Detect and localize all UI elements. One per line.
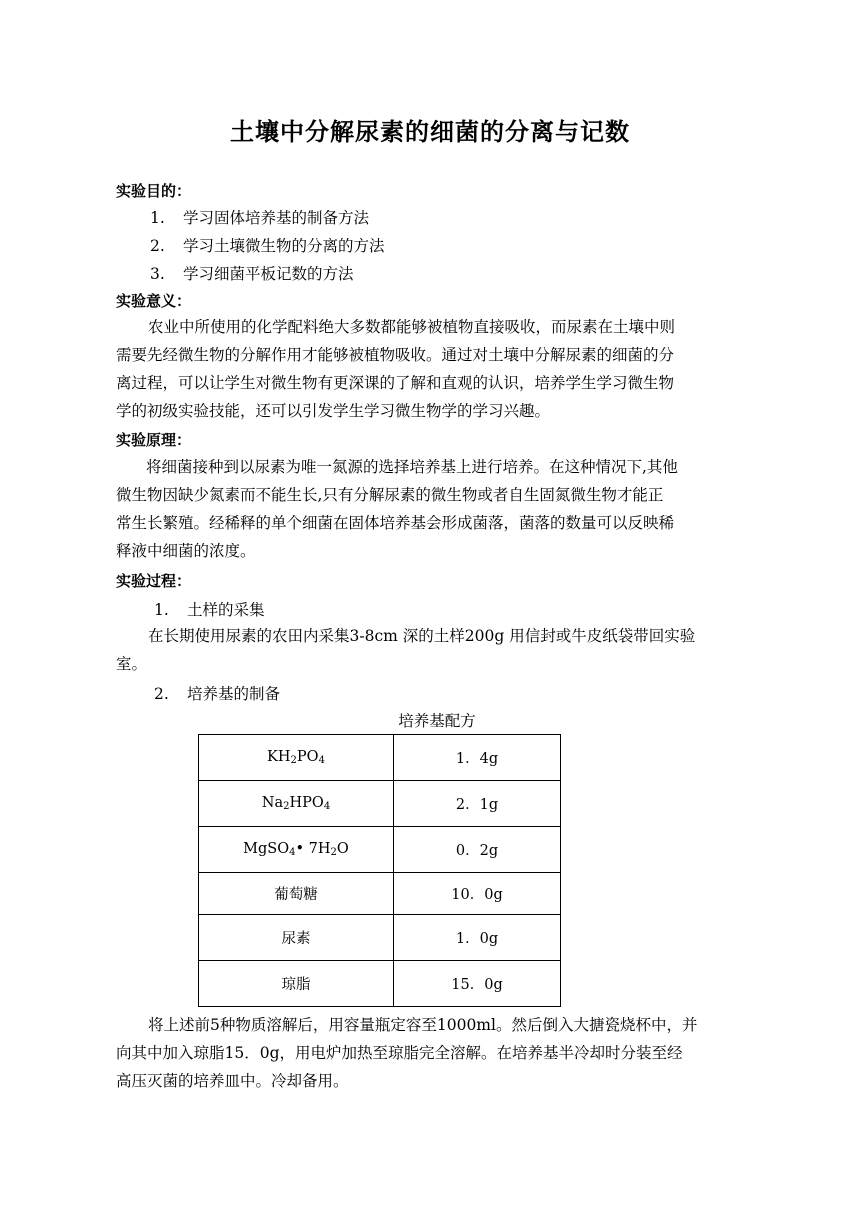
- subscript: 4: [318, 755, 325, 766]
- subscript: 4: [289, 847, 296, 858]
- principle-line: 常生长繁殖。经稀释的单个细菌在固体培养基会形成菌落，菌落的数量可以反映稀: [116, 514, 675, 532]
- ingredient-name-cell: [199, 781, 394, 827]
- process-after-line: 将上述前5种物质溶解后，用容量瓶定容至1000ml。然后倒入大搪瓷烧杯中，并: [148, 1016, 698, 1034]
- ingredient-name-text: 葡萄糖: [274, 887, 318, 903]
- process-step1-line: 室。: [116, 655, 148, 673]
- table-row: [199, 781, 561, 827]
- significance-line: 农业中所使用的化学配料绝大多数都能够被植物直接吸收，而尿素在土壤中则: [148, 318, 676, 336]
- process-step-number: 1.: [154, 601, 169, 619]
- table-row: [199, 735, 561, 781]
- principle-line: 释液中细菌的浓度。: [116, 542, 256, 560]
- process-step-text: 培养基的制备: [187, 685, 281, 703]
- purpose-item: [150, 262, 354, 284]
- purpose-item: [150, 206, 369, 228]
- ingredient-amount-cell: 0．2g: [394, 827, 561, 873]
- ingredient-amount-cell: 10．0g: [394, 873, 561, 915]
- ingredient-name-text: KH: [267, 749, 291, 765]
- process-after-line: 向其中加入琼脂15．0g，用电炉加热至琼脂完全溶解。在培养基半冷却时分装至经: [116, 1044, 683, 1062]
- subscript: 2: [283, 801, 290, 812]
- purpose-item-text: 学习细菌平板记数的方法: [183, 265, 354, 283]
- ingredient-name-text: 琼脂: [281, 977, 311, 993]
- ingredient-amount-cell: 1．0g: [394, 915, 561, 961]
- table-caption: 培养基配方: [398, 712, 476, 730]
- subscript: 2: [290, 755, 297, 766]
- process-step1-line: 在长期使用尿素的农田内采集3-8cm 深的土样200g 用信封或牛皮纸袋带回实验: [148, 627, 696, 645]
- ingredient-name-cell: [199, 735, 394, 781]
- table-row: [199, 915, 561, 961]
- ingredient-name-cell: [199, 873, 394, 915]
- significance-line: 离过程，可以让学生对微生物有更深课的了解和直观的认识，培养学生学习微生物: [116, 374, 675, 392]
- purpose-item-number: 1.: [150, 209, 165, 227]
- principle-heading: 实验原理：: [116, 431, 192, 449]
- significance-heading: 实验意义：: [116, 292, 192, 310]
- subscript: 2: [330, 847, 337, 858]
- ingredient-name-cell: [199, 961, 394, 1007]
- purpose-item-text: 学习固体培养基的制备方法: [183, 209, 370, 227]
- process-step: [154, 598, 265, 620]
- ingredient-name-text: O: [336, 841, 349, 857]
- table-row: [199, 961, 561, 1007]
- purpose-item: [150, 234, 385, 256]
- purpose-heading: 实验目的：: [116, 182, 192, 200]
- purpose-item-number: 3.: [150, 265, 165, 283]
- process-after-line: 高压灭菌的培养皿中。冷却备用。: [116, 1072, 349, 1090]
- ingredient-name-text: • 7H: [295, 841, 331, 857]
- ingredient-name-text: 尿素: [281, 931, 311, 947]
- purpose-item-number: 2.: [150, 237, 165, 255]
- ingredient-amount-cell: 2．1g: [394, 781, 561, 827]
- significance-line: 学的初级实验技能，还可以引发学生学习微生物学的学习兴趣。: [116, 402, 551, 420]
- process-step: [154, 682, 280, 704]
- ingredient-name-cell: [199, 827, 394, 873]
- medium-recipe-table: [198, 734, 561, 1007]
- significance-line: 需要先经微生物的分解作用才能够被植物吸收。通过对土壤中分解尿素的细菌的分: [116, 346, 675, 364]
- ingredient-name-text: MgSO: [243, 841, 290, 857]
- table-row: [199, 827, 561, 873]
- principle-line: 将细菌接种到以尿素为唯一氮源的选择培养基上进行培养。在这种情况下,其他: [146, 458, 678, 476]
- purpose-item-text: 学习土壤微生物的分离的方法: [183, 237, 385, 255]
- ingredient-name-cell: [199, 915, 394, 961]
- process-step-text: 土样的采集: [187, 601, 265, 619]
- ingredient-name-text: Na: [261, 795, 284, 811]
- principle-line: 微生物因缺少氮素而不能生长,只有分解尿素的微生物或者自生固氮微生物才能正: [116, 486, 664, 504]
- table-row: [199, 873, 561, 915]
- subscript: 4: [323, 801, 331, 812]
- process-heading: 实验过程：: [116, 572, 192, 590]
- ingredient-name-text: PO: [296, 749, 319, 765]
- ingredient-amount-cell: 15．0g: [394, 961, 561, 1007]
- process-step-number: 2.: [154, 685, 169, 703]
- ingredient-amount-cell: 1．4g: [394, 735, 561, 781]
- document-title: 土壤中分解尿素的细菌的分离与记数: [230, 117, 630, 146]
- ingredient-name-text: HPO: [289, 795, 324, 811]
